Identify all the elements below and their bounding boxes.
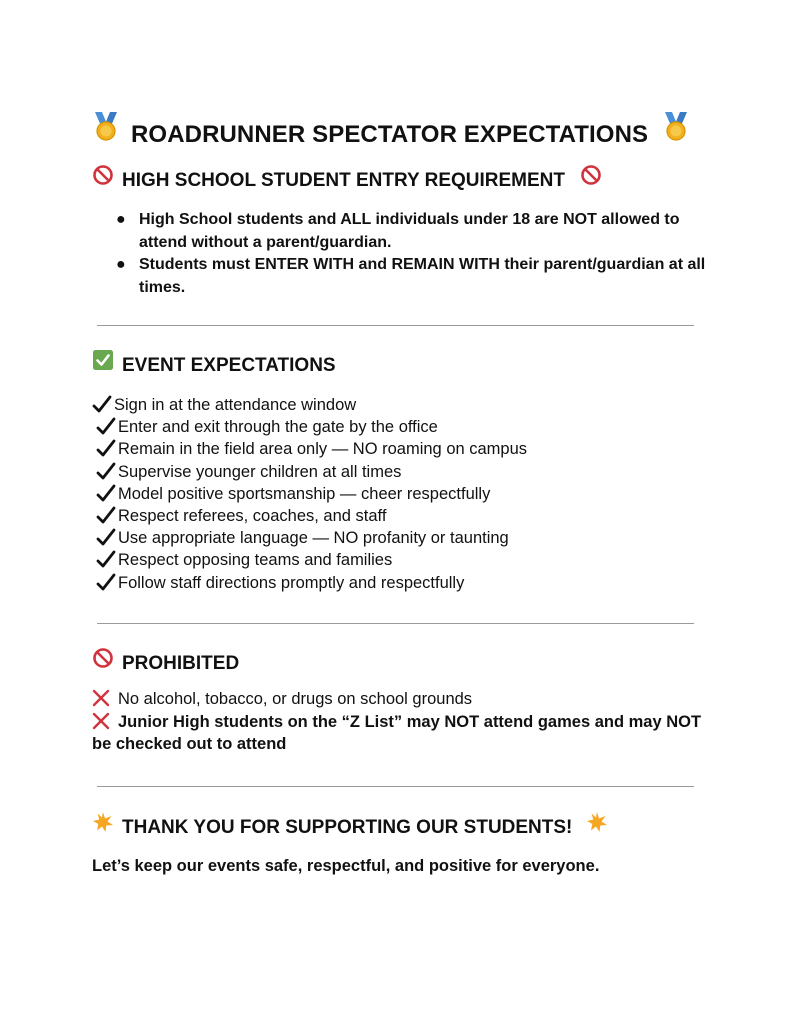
entry-heading-text: HIGH SCHOOL STUDENT ENTRY REQUIREMENT xyxy=(122,170,566,191)
prohibited-item xyxy=(92,688,702,711)
title-row xyxy=(92,112,692,152)
event-heading xyxy=(92,349,712,379)
checkbox-icon xyxy=(92,349,114,376)
no-entry-icon xyxy=(92,164,114,191)
entry-bullet-item xyxy=(116,254,716,299)
prohibited-text: No alcohol, tobacco, or drugs on school grounds xyxy=(118,690,473,708)
star-icon xyxy=(586,811,608,838)
entry-bullet-text: Students must ENTER WITH and REMAIN WITH their parent/guardian at all times. xyxy=(139,256,706,296)
checklist-item xyxy=(92,438,712,460)
entry-heading xyxy=(92,164,712,194)
checklist-item xyxy=(92,505,712,527)
prohibited-list xyxy=(92,688,702,756)
bullet-dot-icon: ● xyxy=(116,211,126,228)
prohibited-item xyxy=(92,711,702,756)
event-heading-text: EVENT EXPECTATIONS xyxy=(122,355,336,376)
checklist-text: Follow staff directions promptly and respectfully xyxy=(118,573,465,592)
bullet-dot-icon: ● xyxy=(116,256,126,273)
checklist-item xyxy=(92,549,712,571)
checklist-text: Respect opposing teams and families xyxy=(118,551,393,570)
checklist-text: Enter and exit through the gate by the office xyxy=(118,418,438,437)
entry-bullet-list xyxy=(116,209,716,299)
section-divider xyxy=(97,325,694,326)
checklist-item xyxy=(92,416,712,438)
checklist-item xyxy=(92,461,712,483)
checklist-item xyxy=(92,527,712,549)
star-icon xyxy=(92,811,114,838)
entry-bullet-text: High School students and ALL individuals under 18 are NOT allowed to attend without a parent/guardian. xyxy=(139,211,680,251)
checklist-text: Sign in at the attendance window xyxy=(114,396,357,414)
thanks-heading xyxy=(92,811,712,841)
check-mark-icon xyxy=(96,573,116,599)
prohibited-text: Junior High students on the “Z List” may NOT attend games and may NOT be checked out to attend xyxy=(92,712,702,753)
checklist-text: Model positive sportsmanship — cheer respectfully xyxy=(118,484,491,503)
closing-message: Let’s keep our events safe, respectful, and positive for everyone. xyxy=(92,857,600,875)
cross-mark-icon xyxy=(92,712,110,737)
thanks-heading-text: THANK YOU FOR SUPPORTING OUR STUDENTS! xyxy=(122,817,573,838)
section-divider xyxy=(97,623,694,624)
section-divider xyxy=(97,786,694,787)
checklist-text: Respect referees, coaches, and staff xyxy=(118,506,387,525)
prohibited-heading-text: PROHIBITED xyxy=(122,653,240,674)
checklist-text: Remain in the field area only — NO roaming on campus xyxy=(118,440,528,459)
entry-bullet-item xyxy=(116,209,716,254)
checklist-item xyxy=(92,394,712,416)
event-checklist xyxy=(92,394,712,594)
checklist-item xyxy=(92,572,712,594)
medal-icon xyxy=(662,112,690,147)
page-title: ROADRUNNER SPECTATOR EXPECTATIONS xyxy=(131,121,649,148)
checklist-text: Supervise younger children at all times xyxy=(118,462,402,481)
no-entry-icon xyxy=(92,647,114,674)
prohibited-heading xyxy=(92,647,712,677)
medal-icon xyxy=(92,112,120,147)
no-entry-icon xyxy=(580,164,602,191)
checklist-item xyxy=(92,483,712,505)
checklist-text: Use appropriate language — NO profanity or taunting xyxy=(118,529,509,548)
